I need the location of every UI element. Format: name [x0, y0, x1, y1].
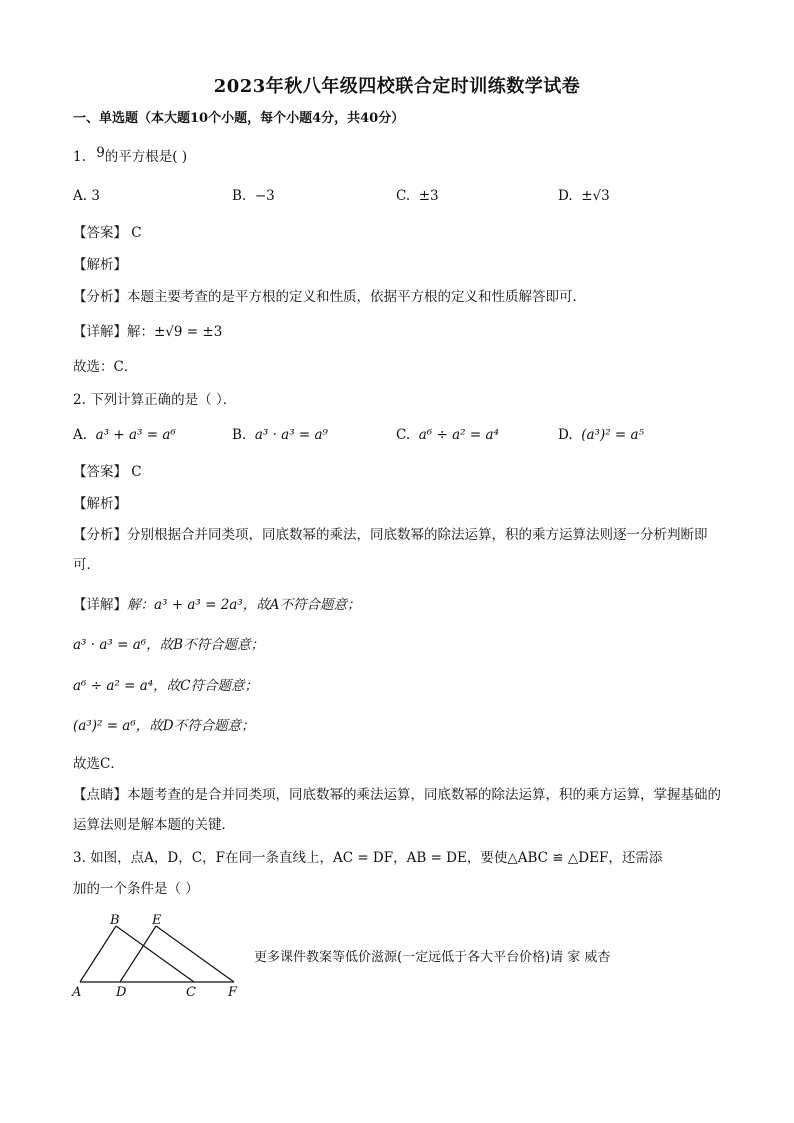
question-3: 3. 如图，点A，D，C，F在同一条直线上，AC = DF，AB = DE，要使△ABC ≌ △DEF，还需添	[73, 850, 663, 866]
geometry-figure	[70, 912, 250, 1006]
answer-row: 【答案】 C	[73, 225, 142, 241]
segment-bc	[116, 926, 194, 982]
question-2: 2. 下列计算正确的是（ ）．	[73, 392, 237, 408]
answer-row: 【答案】 C	[73, 464, 142, 480]
detail-line: a⁶ ÷ a² = a⁴，故C符合题意；	[73, 678, 258, 694]
explain-tag: 【解析】	[73, 496, 127, 512]
option-d: D. ±√3	[558, 188, 610, 204]
label-f: F	[228, 985, 238, 1000]
label-d: D	[116, 985, 127, 1000]
question-number: 1.	[73, 149, 86, 165]
label-b: B	[110, 913, 120, 928]
option-d: D. (a³)² = a⁵	[558, 427, 644, 443]
detail-row: 【详解】解：±√9 = ±3	[73, 324, 223, 340]
question-3-cont: 加的一个条件是（ ）	[73, 881, 199, 897]
section-heading: 一、单选题（本大题10个小题，每个小题4分，共40分）	[73, 111, 405, 126]
option-c: C. a⁶ ÷ a² = a⁴	[396, 427, 499, 443]
comment-row: 【点睛】本题考查的是合并同类项，同底数幂的乘法运算，同底数幂的除法运算，积的乘方运算，掌握基础的运算法则是解本题的关键．	[73, 787, 721, 833]
question-expr: 9	[96, 145, 105, 161]
choose-row: 故选C．	[73, 756, 124, 772]
option-b: B. a³ · a³ = a⁹	[232, 427, 328, 443]
page-title: 2023年秋八年级四校联合定时训练数学试卷	[213, 76, 581, 97]
label-c: C	[186, 985, 196, 1000]
question-stem: 的平方根是( )	[104, 149, 188, 165]
question-1	[73, 145, 188, 166]
label-a: A	[72, 985, 82, 1000]
option-c: C. ±3	[396, 188, 439, 204]
option-a: A. 3	[73, 188, 100, 204]
promo-text: 更多课件教案等低价滋源(一定远低于各大平台价格)请 家 威杏	[254, 950, 611, 965]
detail-row: 【详解】解：a³ + a³ = 2a³，故A不符合题意；	[73, 597, 361, 613]
option-a: A. a³ + a³ = a⁶	[73, 427, 176, 443]
segment-ef	[156, 926, 234, 982]
triangles-diagram	[70, 912, 250, 1002]
option-b: B. −3	[232, 188, 275, 204]
analysis-row: 【分析】分别根据合并同类项，同底数幂的乘法，同底数幂的除法运算，积的乘方运算法则逐一分析判断即可．	[73, 527, 708, 573]
label-e: E	[152, 913, 162, 928]
detail-line: (a³)² = a⁶，故D不符合题意；	[73, 718, 255, 734]
analysis-row: 【分析】本题主要考查的是平方根的定义和性质，依据平方根的定义和性质解答即可．	[73, 289, 586, 305]
segment-ab	[80, 926, 116, 982]
detail-line: a³ · a³ = a⁶，故B不符合题意；	[73, 637, 265, 653]
segment-de	[120, 926, 156, 982]
choose-row: 故选：C．	[73, 359, 138, 375]
explain-tag: 【解析】	[73, 257, 127, 273]
